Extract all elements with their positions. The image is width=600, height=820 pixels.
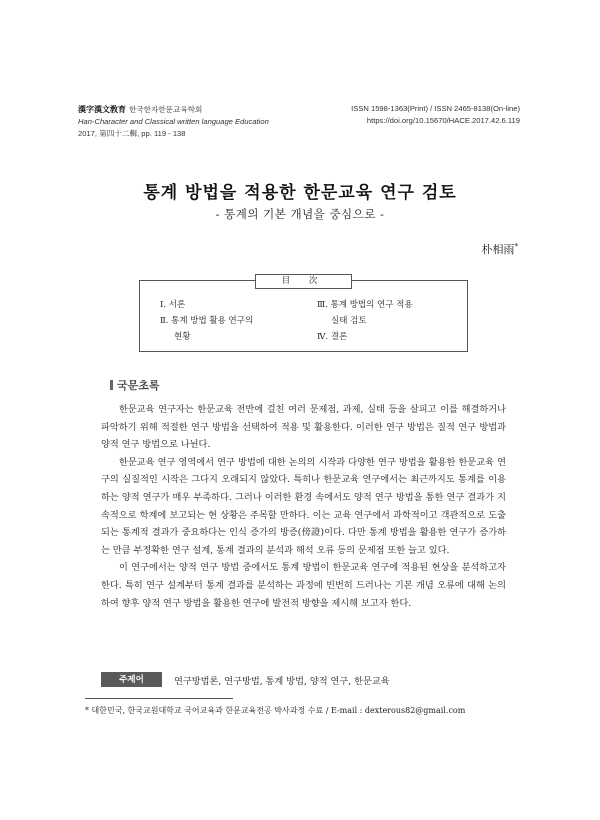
keywords-text: 연구방법론, 연구방법, 통계 방법, 양적 연구, 한문교육 xyxy=(174,675,390,687)
toc-item-continuation: 실태 검토 xyxy=(331,316,367,326)
toc-item-continuation: 현황 xyxy=(174,332,191,342)
keywords-row xyxy=(101,672,390,687)
footnote: * 대한민국, 한국교원대학교 국어교육과 한문교육전공 박사과정 수료 / E-mail : dexterous82@gmail.com xyxy=(85,706,466,715)
toc-right-column xyxy=(317,297,413,345)
abstract-paragraph: 이 연구에서는 양적 연구 방법 중에서도 통계 방법이 한문교육 연구에 적용된 현상을 분석하고자 한다. 특히 연구 설계부터 통계 결과를 분석하는 과정에 빈번히 드러나는 기본 개념 오류에 대해 논의하여 향후 양적 연구 방법을 활용한 연구에 발전적 방향을 제시해 보고자 한다. xyxy=(101,562,506,609)
abstract-body xyxy=(101,401,506,612)
heading-bar-icon xyxy=(110,380,113,390)
society-name: 한국한자한문교육학회 xyxy=(129,105,203,114)
journal-title-line xyxy=(78,103,269,116)
toc-label: 目 次 xyxy=(255,274,352,289)
paper-subtitle: - 통계의 기본 개념을 중심으로 - xyxy=(215,207,385,221)
abstract-paragraph: 한문교육 연구 영역에서 연구 방법에 대한 논의의 시작과 다양한 연구 방법을 활용한 한문교육 연구의 실질적인 시작은 그다지 오래되지 않았다. 특히나 한문교육 연구에서는 최근까지도 통계를 이용하는 양적 연구가 매우 부족하다. 그러나 이러한 환경 속에서도 양적 연구 방법을 통한 연구 결과가 지속적으로 학계에 보고되는 현 상황은 주목할 만하다. 이는 교육 연구에서 과학적이고 객관적으로 도출되는 통계적 결과가 중요하다는 인식 증가의 방증(傍證)이다. 다만 통계 방법을 활용한 연구가 증가하는 만큼 부정확한 연구 설계, 통계 결과의 분석과 해석 오류 등의 문제점 또한 늘고 있다. xyxy=(101,456,506,556)
journal-header xyxy=(78,103,269,140)
doi-link[interactable]: https://doi.org/10.15670/HACE.2017.42.6.119 xyxy=(366,116,520,125)
issn: ISSN 1598-1363(Print) / ISSN 2465-8138(On-line) xyxy=(351,104,520,113)
toc-item: Ⅳ. 결론 xyxy=(317,332,348,342)
author-footnote-mark: * xyxy=(514,242,518,251)
paper-title: 통계 방법을 적용한 한문교육 연구 검토 xyxy=(143,183,457,203)
abstract-paragraph: 한문교육 연구자는 한문교육 전반에 걸친 여러 문제점, 과제, 실태 등을 살피고 이를 해결하거나 파악하기 위해 적절한 연구 방법을 선택하여 적용 및 활용한다. 이러한 연구 방법은 질적 연구 방법과 양적 연구 방법으로 나뉜다. xyxy=(101,404,506,451)
toc-item: Ⅱ. 통계 방법 활용 연구의 xyxy=(160,316,254,326)
publication-info xyxy=(351,103,520,127)
toc-left-column xyxy=(160,297,253,345)
abstract-heading xyxy=(110,377,160,393)
toc-item: Ⅲ. 통계 방법의 연구 적용 xyxy=(317,300,413,310)
toc-item: Ⅰ. 서론 xyxy=(160,300,186,310)
journal-logo: 漢字漢文敎育 xyxy=(78,104,126,114)
author-text: 朴相雨 xyxy=(481,243,515,256)
journal-english-name: Han-Character and Classical written language Education xyxy=(78,117,269,126)
keywords-label: 주제어 xyxy=(101,672,162,687)
table-of-contents xyxy=(139,276,468,352)
issue-info: 2017, 第四十二輯, pp. 119 - 138 xyxy=(78,129,186,138)
footnote-divider xyxy=(85,698,233,699)
author-name xyxy=(482,241,519,257)
abstract-heading-text: 국문초록 xyxy=(117,380,160,392)
